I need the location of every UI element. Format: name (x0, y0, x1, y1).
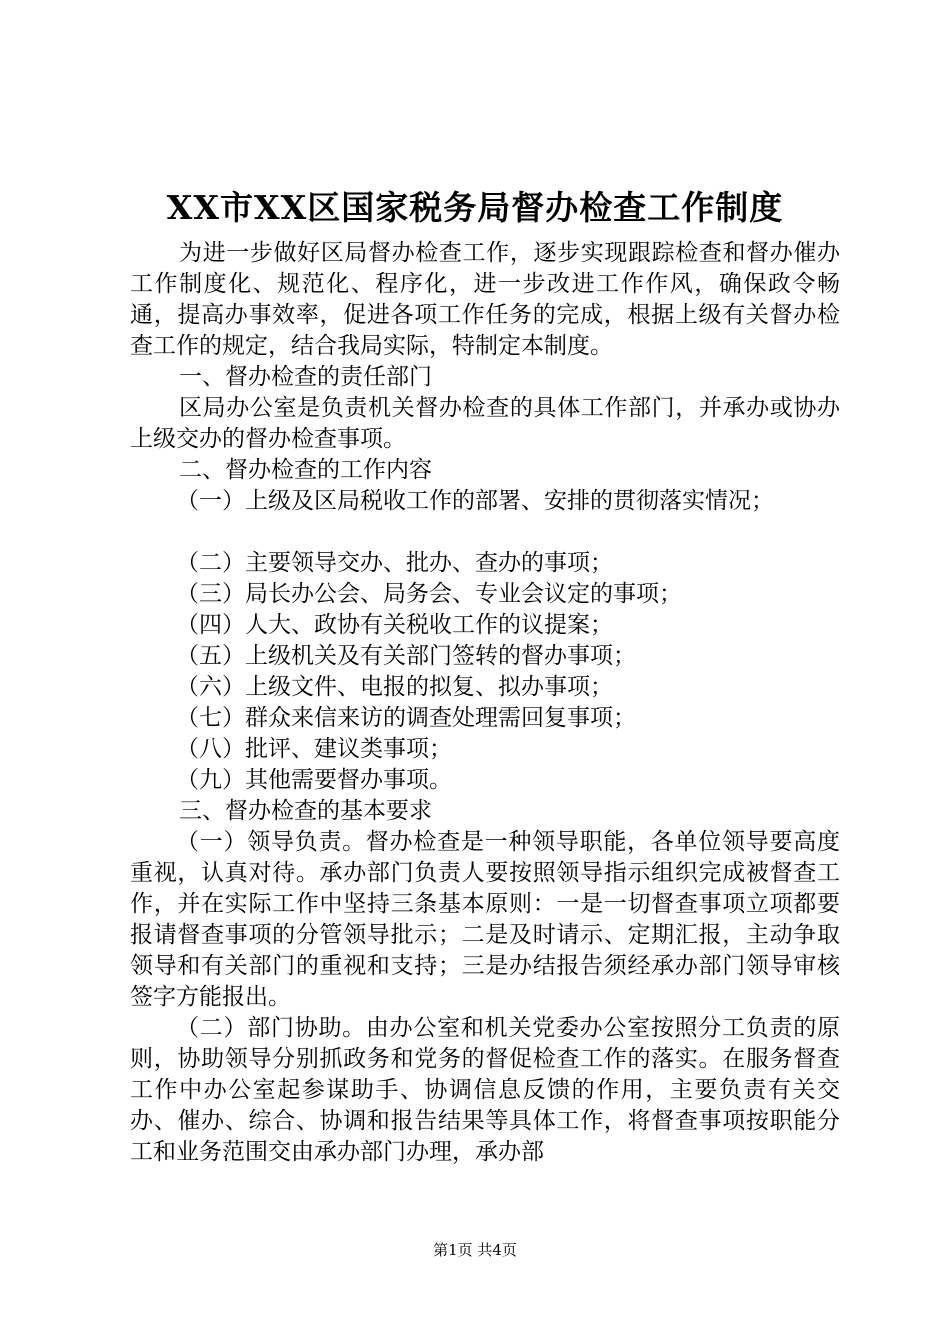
document-title: XX市XX区国家税务局督办检查工作制度 (166, 188, 784, 227)
intro-paragraph: 为进一步做好区局督办检查工作，逐步实现跟踪检查和督办催办工作制度化、规范化、程序化，进一步改进工作作风，确保政令畅通，提高办事效率，促进各项工作任务的完成，根据上级有关督办检查工作的规定，结合我局实际，特制定本制度。 (130, 240, 840, 359)
work-item-3: （三）局长办公会、局务会、专业会议定的事项； (176, 581, 682, 607)
work-item-4: （四）人大、政协有关税收工作的议提案； (176, 612, 613, 638)
work-item-7: （七）群众来信来访的调查处理需回复事项； (176, 705, 636, 731)
work-item-5: （五）上级机关及有关部门签转的督办事项； (176, 643, 636, 669)
work-item-8: （八）批评、建议类事项； (176, 736, 452, 762)
work-item-6: （六）上级文件、电报的拟复、拟办事项； (176, 674, 613, 700)
requirement-1-paragraph: （一）领导负责。督办检查是一种领导职能，各单位领导要高度重视，认真对待。承办部门负责人要按照领导指示组织完成被督查工作，并在实际工作中坚持三条基本原则：一是一切督查事项立项都要报请督查事项的分管领导批示；二是及时请示、定期汇报，主动争取领导和有关部门的重视和支持；三是办结报告须经承办部门领导审核签字方能报出。 (130, 829, 840, 1010)
section-heading-3: 三、督办检查的基本要求 (179, 798, 432, 824)
section-heading-2: 二、督办检查的工作内容 (179, 457, 432, 483)
page-footer: 第1页 共4页 (433, 1241, 517, 1259)
work-item-9: （九）其他需要督办事项。 (176, 767, 452, 793)
document-body (130, 238, 840, 1168)
section-1-paragraph: 区局办公室是负责机关督办检查的具体工作部门，并承办或协办上级交办的督办检查事项。 (130, 395, 840, 452)
work-item-1: （一）上级及区局税收工作的部署、安排的贯彻落实情况； (176, 488, 774, 514)
requirement-2-paragraph: （二）部门协助。由办公室和机关党委办公室按照分工负责的原则，协助领导分别抓政务和党务的督促检查工作的落实。在服务督查工作中办公室起参谋助手、协调信息反馈的作用，主要负责有关交办、催办、综合、协调和报告结果等具体工作，将督查事项按职能分工和业务范围交由承办部门办理，承办部 (130, 1015, 840, 1165)
work-item-2: （二）主要领导交办、批办、查办的事项； (176, 550, 613, 576)
section-heading-1: 一、督办检查的责任部门 (179, 364, 432, 390)
